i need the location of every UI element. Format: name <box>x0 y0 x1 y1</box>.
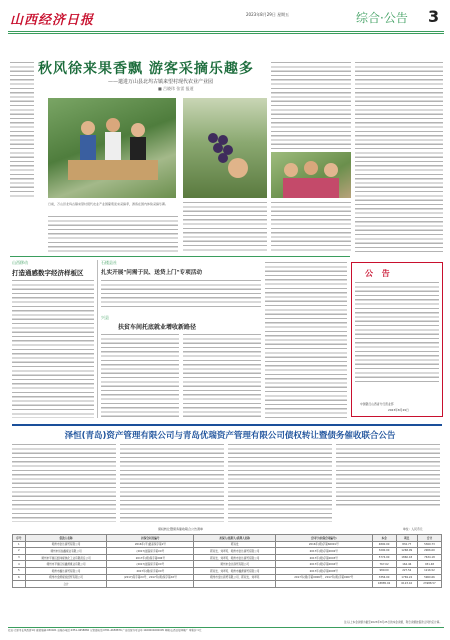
column-header: 本金 <box>372 535 396 542</box>
lead-body-bottom-2 <box>271 202 351 252</box>
ad-text-1 <box>12 444 116 522</box>
table-cell: 2017年(朔)字第0004号 <box>275 561 372 568</box>
lead-headline: 秋风徐来果香飘 游客采摘乐趣多 <box>38 61 254 77</box>
table-cell: 朔州市金达商贸有限公司 <box>25 541 107 548</box>
ad-text-2 <box>120 444 224 522</box>
table-cell <box>194 581 276 588</box>
column-header: 担保合同及编号 <box>107 535 194 542</box>
article-3-text-b <box>183 334 261 418</box>
lead-body-bottom-0 <box>48 216 178 252</box>
table-cell: 5960.66 <box>417 574 441 581</box>
column-header: 合计 <box>417 535 441 542</box>
table-cell: 3356.00 <box>372 574 396 581</box>
table-cell: 1860.18 <box>396 554 417 561</box>
children-illustration <box>271 152 351 198</box>
table-cell: 2017年(朔)字第0003号 <box>275 554 372 561</box>
table-cell: 2016年(平)最高保字第1号 <box>107 541 194 548</box>
table-cell: 6123.16 <box>396 581 417 588</box>
column-header: 合同号(担保合同编号) <box>275 535 372 542</box>
article-2-title: 扎实开展"问需于民、送贷上门"专项活动 <box>101 270 202 276</box>
notice-title: 公 告 <box>365 268 393 278</box>
article-2-text <box>101 280 261 310</box>
table-cell: 郭双发、刘翠英、朔州市鑫源商贸有限公司 <box>194 567 276 574</box>
lead-body-col-2 <box>271 62 351 150</box>
table-cell <box>107 581 194 588</box>
masthead <box>8 6 444 42</box>
table-cell: 2 <box>13 548 26 555</box>
table-cell: 2017年(朔)保字第XX号 <box>107 567 194 574</box>
ad-title: 泽恒(青岛)资产管理有限公司与青岛优瑞资产管理有限公司债权转让暨债务催收联合公告 <box>64 431 396 441</box>
article-1-title: 打造通感数字经济样板区 <box>12 269 84 277</box>
table-cell: 3 <box>13 554 26 561</box>
table-cell: 4800.00 <box>372 541 396 548</box>
table-row <box>13 567 442 574</box>
notice-date: 2023年8月29日 <box>388 408 409 412</box>
column-header: 借款人名称 <box>25 535 107 542</box>
column-header: 担保人/抵押人/质押人名称 <box>194 535 276 542</box>
newspaper-logo: 山西经济日报 <box>10 13 95 28</box>
table-cell: (2017)最高保字第XX号 <box>107 548 194 555</box>
table-cell: 5 <box>13 567 26 574</box>
column-header: 序号 <box>13 535 26 542</box>
section-divider <box>10 256 350 257</box>
debt-table-header <box>13 535 442 542</box>
table-cell: 3200.00 <box>372 548 396 555</box>
table-cell: 朔州市平鲁区恒鑫源煤业有限公司 <box>25 561 107 568</box>
notice-text <box>355 282 439 382</box>
table-row <box>13 561 442 568</box>
table-cell: 6 <box>13 574 26 581</box>
page-number: 3 <box>428 7 440 26</box>
ad-text-3 <box>228 444 332 522</box>
notice-signature: 中国银行山西省分行营业部 <box>360 402 394 406</box>
table-cell: 朔州市金达商贸有限公司、郭双发、刘翠英 <box>194 574 276 581</box>
table-cell: 郭双发 <box>194 541 276 548</box>
debt-table <box>12 534 442 588</box>
table-cell <box>275 581 372 588</box>
lead-photo-caption: 日前，万山县北坞古镇来望村现代农业产业园葡萄迎来采摘季，游客在园内体验采摘乐趣。 <box>48 202 169 206</box>
debt-table-body <box>13 541 442 587</box>
article-3-text-a <box>101 334 179 418</box>
table-cell: 164.46 <box>396 561 417 568</box>
table-cell: 18885.02 <box>372 581 396 588</box>
lead-body-bottom-1 <box>183 202 267 252</box>
table-footer-note: 注:以上本金余额为截至2023年8月25日的本金余额，利息余额按借款合同约定计算。 <box>343 621 442 624</box>
masthead-rule-2 <box>8 33 444 34</box>
table-cell: 朔州市平鲁区经纬煤焦化工业有限责任公司 <box>25 554 107 561</box>
table-cell: 23988.57 <box>417 581 441 588</box>
table-cell: 5774.00 <box>372 554 396 561</box>
newspaper-page <box>8 6 444 636</box>
table-cell: 2016年(朔)字第60001号 <box>275 541 372 548</box>
issue-date: 2023年8月29日 星期五 <box>246 12 290 17</box>
table-cell: 1216.52 <box>417 567 441 574</box>
table-cell: 989.00 <box>372 567 396 574</box>
table-cell: 朔州市鑫达商贸有限公司 <box>25 567 107 574</box>
table-cell: (2017)最高保字第XX号 <box>107 561 194 568</box>
table-cell: 227.52 <box>396 567 417 574</box>
table-cell: 5369.73 <box>417 541 441 548</box>
lead-intro-text-left <box>10 62 34 197</box>
farmers-illustration <box>48 98 176 198</box>
table-cell: 郭双发、刘翠英、朔州市金达商贸有限公司 <box>194 548 276 555</box>
article-1-label: 山西移动 <box>12 260 28 265</box>
table-cell: 朔州市金源煤炭经贸有限公司 <box>25 574 107 581</box>
col-divider-1 <box>97 260 98 418</box>
table-cell: 4 <box>13 561 26 568</box>
ad-text-4 <box>336 444 440 506</box>
table-row <box>13 548 442 555</box>
column-header: 利息 <box>396 535 417 542</box>
table-cell: 7634.18 <box>417 554 441 561</box>
table-cell: 2017年(朔)字第0005号 <box>275 567 372 574</box>
table-caption: 债权转让暨债务催收联合公告清单 <box>158 527 204 531</box>
lead-body-col-3 <box>355 62 443 252</box>
article-2-label: 石楼县社 <box>101 260 117 265</box>
table-cell: 2017年(朔)保字第006号 <box>107 554 194 561</box>
table-cell: 767.02 <box>372 561 396 568</box>
lead-subhead: ——遣进万山县北坞古镇来望村现代农业产业园 <box>108 79 214 85</box>
masthead-rule <box>8 31 444 32</box>
article-1-text <box>12 280 94 418</box>
article-3-label: 兴县 <box>101 315 109 320</box>
ad-top-rule <box>12 424 442 426</box>
table-row <box>13 581 442 588</box>
lead-photo-farmers <box>48 98 176 198</box>
table-row <box>13 541 442 548</box>
table-unit: 单位：人民币元 <box>403 527 423 531</box>
grapes-illustration <box>183 98 267 198</box>
table-row <box>13 574 442 581</box>
lead-photo-children <box>271 152 351 198</box>
page-footer: 社址:太原市长风西街1号 邮政编码:030021 总编办电话:0351-4658882 记者部电话:0351-4658876 广告经营许可证号:1400004000005 印刷:山西日报印刷厂 零售价:1元 <box>8 627 444 636</box>
table-row <box>13 554 442 561</box>
table-cell: 832.77 <box>396 541 417 548</box>
table-cell: 朔州市恒信鑫煤业有限公司 <box>25 548 107 555</box>
table-cell: 1 <box>13 541 26 548</box>
table-cell: 1769.24 <box>396 574 417 581</box>
table-cell: 931.48 <box>417 561 441 568</box>
table-cell: 2906.00 <box>417 548 441 555</box>
table-cell: 1268.99 <box>396 548 417 555</box>
section-name: 综合·公告 <box>356 11 408 25</box>
lead-photo-grapes <box>183 98 267 198</box>
table-cell: 2017年(朔)字第0006号、2017年(朔)字第0007号 <box>275 574 372 581</box>
table-cell: (2017)保字第XX号、2017年(朔)保字第XX号 <box>107 574 194 581</box>
table-cell: 合计 <box>25 581 107 588</box>
table-cell: 朔州市金达商贸有限公司 <box>194 561 276 568</box>
lead-byline: ■ 吕晓玮 张雷 报道 <box>158 86 194 91</box>
article-3-title: 扶贫车间托底就业增收新路径 <box>118 324 197 331</box>
table-cell <box>13 581 26 588</box>
article-3-text-c <box>265 262 347 418</box>
table-cell: 郭双发、刘翠英、朔州市金达商贸有限公司 <box>194 554 276 561</box>
table-cell: 2017年(朔)字第0002号 <box>275 548 372 555</box>
